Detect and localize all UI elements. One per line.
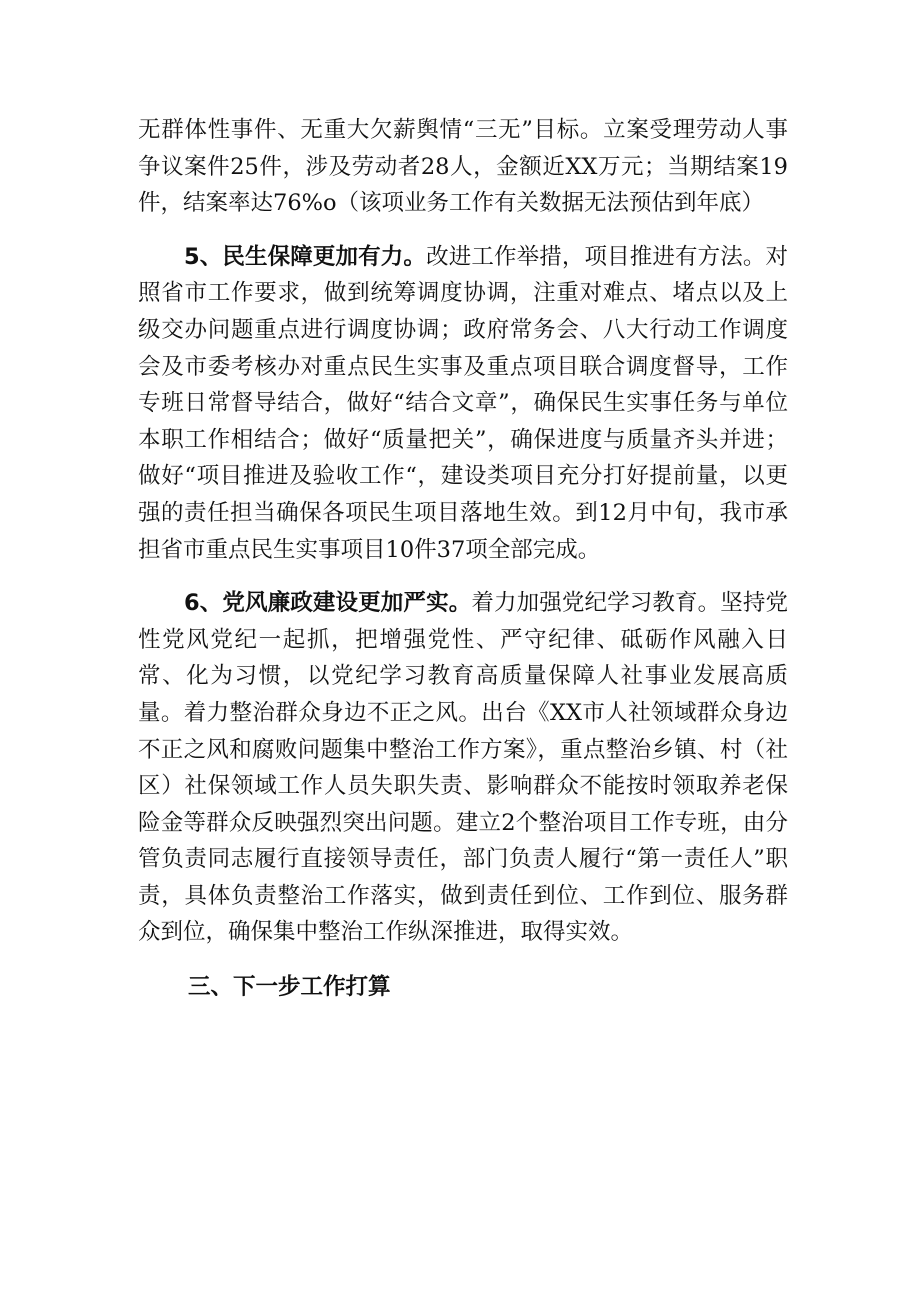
paragraph-6 <box>138 585 788 951</box>
document-page <box>138 112 788 1006</box>
paragraph-continued: 无群体性事件、无重大欠薪舆情“三无”目标。立案受理劳动人事争议案件25件，涉及劳动者28人，金额近XX万元；当期结案19件，结案率达76%o（该项业务工作有关数据无法预估到年底） <box>138 117 788 217</box>
paragraph-5-heading: 5、民生保障更加有力。 <box>184 243 427 270</box>
paragraph-5-body: 改进工作举措，项目推进有方法。对照省市工作要求，做到统筹调度协调，注重对难点、堵点以及上级交办问题重点进行调度协调；政府常务会、八大行动工作调度会及市委考核办对重点民生实事及重点项目联合调度督导，工作专班日常督导结合，做好“结合文章”，确保民生实事任务与单位本职工作相结合；做好“质量把关”，确保进度与质量齐头并进；做好“项目推进及验收工作“，建设类项目充分打好提前量，以更强的责任担当确保各项民生项目落地生效。到12月中旬，我市承担省市重点民生实事项目10件37项全部完成。 <box>138 243 788 563</box>
paragraph-6-body: 着力加强党纪学习教育。坚持党性党风党纪一起抓，把增强党性、严守纪律、砥砺作风融入日常、化为习惯，以党纪学习教育高质量保障人社事业发展高质量。着力整治群众身边不正之风。出台《XX市人社领域群众身边不正之风和腐败问题集中整治工作方案》，重点整治乡镇、村（社区）社保领域工作人员失职失责、影响群众不能按时领取养老保险金等群众反映强烈突出问题。建立2个整治项目工作专班，由分管负责同志履行直接领导责任，部门负责人履行“第一责任人”职责，具体负责整治工作落实，做到责任到位、工作到位、服务群众到位，确保集中整治工作纵深推进，取得实效。 <box>138 590 788 946</box>
paragraph-5 <box>138 239 788 568</box>
section-3-heading: 三、下一步工作打算 <box>188 974 391 1001</box>
paragraph-6-heading: 6、党风廉政建设更加严实。 <box>184 590 472 617</box>
